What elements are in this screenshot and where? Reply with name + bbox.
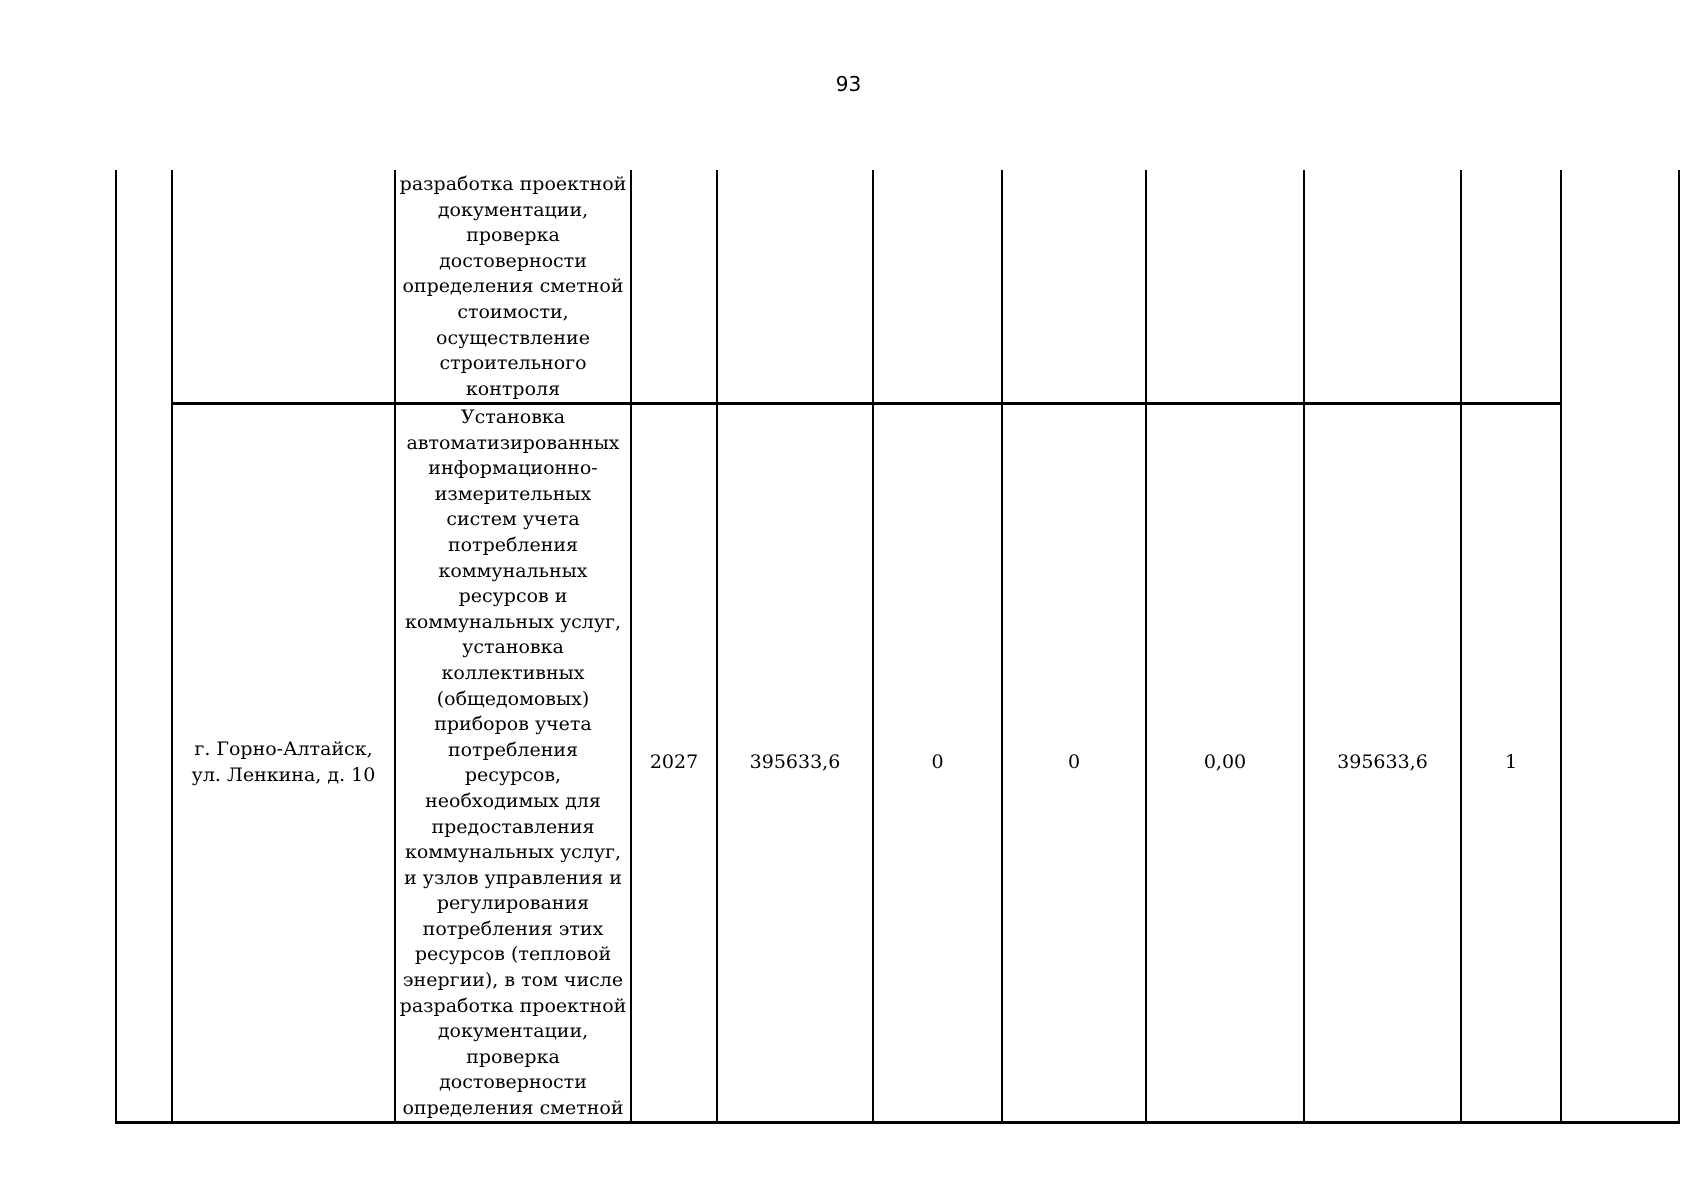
- address-line: г. Горно-Алтайск,: [194, 738, 373, 761]
- value-cell-d: 395633,6: [1337, 751, 1428, 774]
- text-line: коллективных: [441, 661, 585, 684]
- column-divider: [1560, 170, 1562, 1124]
- total-cost-cell: 395633,6: [749, 751, 841, 774]
- text-line: потребления: [447, 738, 579, 761]
- text-line: строительного: [439, 352, 587, 375]
- value-cell-b: 0: [1067, 751, 1081, 774]
- value-cell-e: 1: [1504, 751, 1518, 774]
- text-line: проверка: [466, 224, 560, 247]
- table-border-left: [115, 170, 117, 1124]
- text-line: Установка: [460, 406, 566, 428]
- text-line: приборов учета: [434, 713, 592, 736]
- text-line: измерительных: [434, 482, 592, 505]
- text-line: потребления: [447, 533, 579, 556]
- text-line: автоматизированных: [406, 431, 620, 454]
- text-line: систем учета: [446, 508, 580, 531]
- address-line: ул. Ленкина, д. 10: [191, 764, 376, 786]
- value-cell-c: 0,00: [1203, 751, 1247, 774]
- address-cell: [173, 405, 394, 1121]
- text-line: определения сметной: [402, 1097, 624, 1120]
- text-line: и узлов управления и: [404, 866, 622, 889]
- text-line: ресурсов и: [458, 585, 568, 608]
- year-cell: 2027: [649, 751, 699, 774]
- text-line: разработка проектной: [399, 173, 627, 195]
- text-line: определения сметной: [402, 275, 624, 298]
- text-line: необходимых для: [425, 789, 601, 812]
- text-line: установка: [462, 636, 564, 659]
- value-cell-a: 0: [931, 751, 944, 774]
- text-line: предоставления: [431, 815, 595, 838]
- text-line: коммунальных услуг,: [404, 610, 622, 633]
- table-border-bottom: [115, 1121, 1680, 1124]
- text-line: потребления этих: [422, 917, 604, 940]
- text-line: коммунальных: [438, 559, 588, 582]
- text-line: ресурсов,: [464, 764, 562, 787]
- text-line: стоимости,: [457, 300, 569, 323]
- text-line: документации,: [437, 1020, 589, 1043]
- text-line: проверка: [466, 1045, 560, 1068]
- text-line: ресурсов (тепловой: [414, 943, 612, 966]
- work-description-continued: [395, 172, 631, 402]
- work-description: [395, 405, 631, 1122]
- text-line: энергии), в том числе: [402, 969, 624, 992]
- text-line: коммунальных услуг,: [404, 841, 622, 864]
- text-line: контроля: [465, 377, 561, 400]
- text-line: достоверности: [439, 1071, 587, 1094]
- text-line: осуществление: [436, 326, 590, 349]
- text-line: (общедомовых): [436, 687, 590, 710]
- text-line: регулирования: [436, 892, 590, 915]
- table-border-right: [1678, 170, 1680, 1124]
- page-number: 93: [835, 72, 862, 96]
- text-line: достоверности: [439, 249, 587, 272]
- text-line: информационно-: [428, 457, 598, 480]
- text-line: разработка проектной: [399, 994, 627, 1017]
- text-line: документации,: [437, 198, 589, 221]
